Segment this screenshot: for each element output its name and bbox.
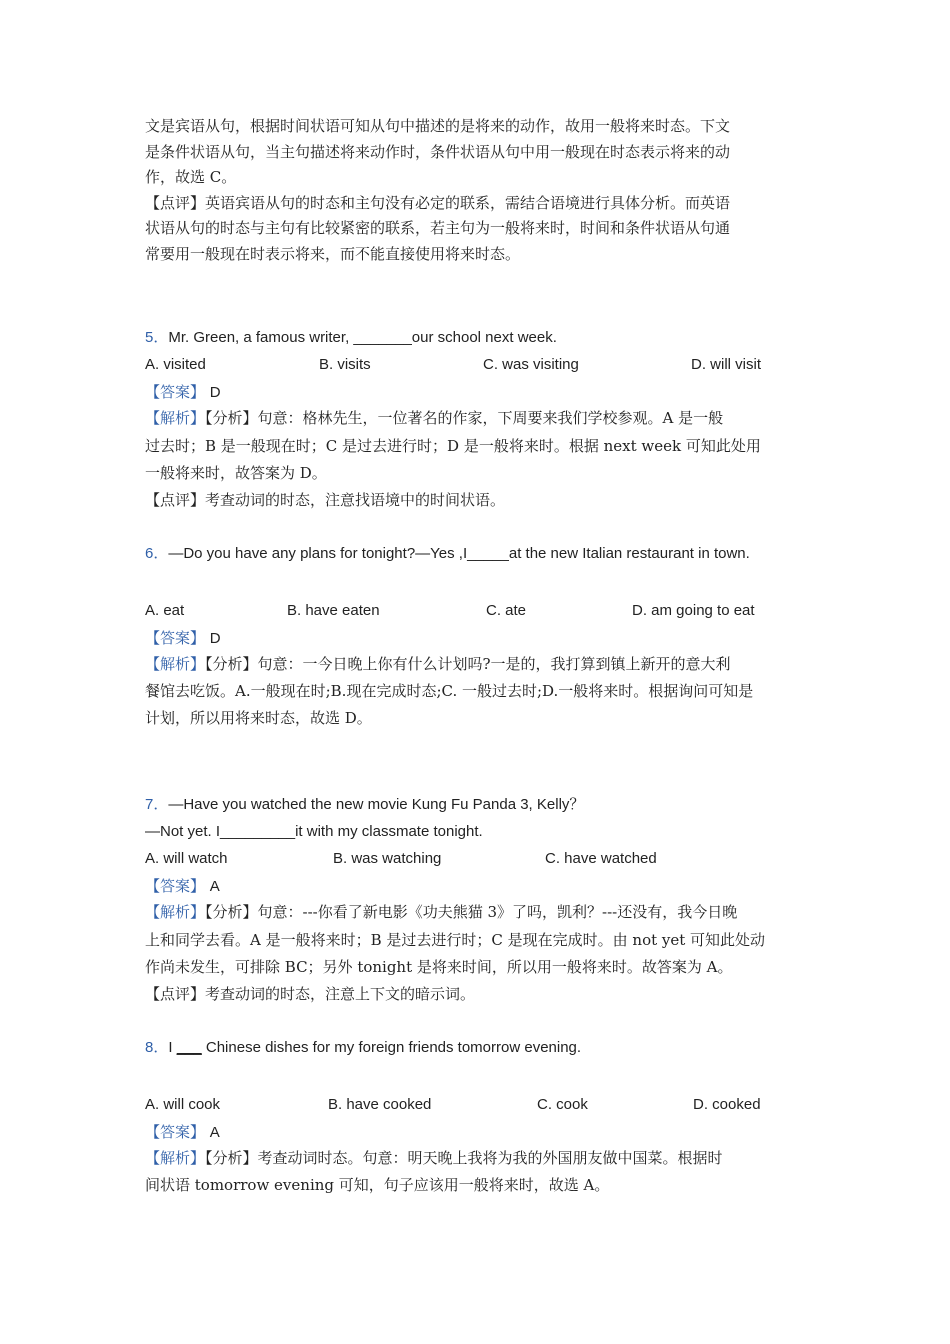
q6-analysis-text: 【分析】句意：一今日晚上你有什么计划吗?一是的，我打算到镇上新开的意大利 <box>205 655 731 673</box>
q7-option-c: C. have watched <box>545 850 657 867</box>
q8-option-d: D. cooked <box>693 1096 761 1113</box>
q5-option-c: C. was visiting <box>483 356 579 373</box>
q6-answer: D <box>209 630 221 647</box>
q5-option-d: D. will visit <box>691 356 761 373</box>
q7-analysis-line-2: 上和同学去看。A 是一般将来时；B 是过去进行时；C 是现在完成时。由 not yet 可知此处动 <box>145 931 766 949</box>
q8-stem-line <box>145 1038 807 1058</box>
q6-stem-line <box>145 544 807 564</box>
q6-stem: —Do you have any plans for tonight?—Yes ,I_____at the new Italian restaurant in town. <box>168 545 750 562</box>
intro-comment-text: 英语宾语从句的时态和主句没有必定的联系，需结合语境进行具体分析。而英语 <box>205 194 731 212</box>
q8-stem-post: Chinese dishes for my foreign friends tomorrow evening. <box>201 1039 582 1056</box>
analysis-label: 【解析】 <box>145 903 206 921</box>
q8-analysis-line-2: 间状语 tomorrow evening 可知，句子应该用一般将来时，故选 A。 <box>145 1176 610 1194</box>
q5-stem: Mr. Green, a famous writer, _______our school next week. <box>168 329 557 346</box>
q7-stem-line-2: —Not yet. I_________it with my classmate tonight. <box>145 823 483 840</box>
q7-stem-line <box>145 795 807 815</box>
analysis-label: 【解析】 <box>145 1149 206 1167</box>
q7-number: 7． <box>145 796 169 813</box>
intro-line-3: 作，故选 C。 <box>145 168 237 186</box>
q8-option-b: B. have cooked <box>328 1096 432 1113</box>
q6-number: 6． <box>145 545 169 562</box>
q5-analysis-text: 【分析】句意：格林先生，一位著名的作家，下周要来我们学校参观。A 是一般 <box>205 409 724 427</box>
q7-stem: —Have you watched the new movie Kung Fu Panda 3, Kelly？ <box>168 796 585 813</box>
q8-analysis-text: 【分析】考查动词时态。句意：明天晚上我将为我的外国朋友做中国菜。根据时 <box>205 1149 723 1167</box>
q7-option-a: A. will watch <box>145 850 228 867</box>
q7-answer: A <box>209 878 220 895</box>
q8-option-a: A. will cook <box>145 1096 221 1113</box>
q7-analysis-line-3: 作尚未发生，可排除 BC；另外 tonight 是将来时间，所以用一般将来时。故答案为 A。 <box>145 958 733 976</box>
q6-analysis-line-2: 餐馆去吃饭。A.一般现在时;B.现在完成时态;C. 一般过去时;D.一般将来时。根据询问可知是 <box>145 682 754 700</box>
q6-analysis-line-3: 计划，所以用将来时态，故选 D。 <box>145 709 372 727</box>
q6-option-d: D. am going to eat <box>632 602 755 619</box>
answer-label: 【答案】 <box>145 383 206 401</box>
intro-line-1: 文是宾语从句，根据时间状语可知从句中描述的是将来的动作，故用一般将来时态。下文 <box>145 117 731 135</box>
comment-label: 【点评】 <box>145 194 206 212</box>
q7-comment: 考查动词的时态，注意上下文的暗示词。 <box>205 985 476 1003</box>
q7-analysis-line-1 <box>145 902 807 922</box>
q8-analysis-line-1 <box>145 1148 807 1168</box>
q5-answer-line <box>145 382 807 403</box>
answer-label: 【答案】 <box>145 877 206 895</box>
q5-analysis-line-3: 一般将来时，故答案为 D。 <box>145 464 327 482</box>
comment-label: 【点评】 <box>145 985 206 1003</box>
q5-answer: D <box>209 384 221 401</box>
q5-option-a: A. visited <box>145 356 206 373</box>
q6-option-c: C. ate <box>486 602 527 619</box>
q5-comment: 考查动词的时态，注意找语境中的时间状语。 <box>205 491 506 509</box>
q8-option-c: C. cook <box>537 1096 588 1113</box>
analysis-label: 【解析】 <box>145 409 206 427</box>
q6-answer-line <box>145 628 807 649</box>
q6-option-b: B. have eaten <box>287 602 380 619</box>
intro-comment-line-2: 状语从句的时态与主句有比较紧密的联系，若主句为一般将来时，时间和条件状语从句通 <box>145 219 731 237</box>
q8-stem-pre: I <box>168 1039 177 1056</box>
analysis-label: 【解析】 <box>145 655 206 673</box>
q5-option-b: B. visits <box>319 356 371 373</box>
intro-line-2: 是条件状语从句，当主句描述将来动作时，条件状语从句中用一般现在时态表示将来的动 <box>145 143 731 161</box>
q5-analysis-line-2: 过去时；B 是一般现在时；C 是过去进行时；D 是一般将来时。根据 next week 可知此处用 <box>145 437 761 455</box>
q7-option-b: B. was watching <box>333 850 442 867</box>
q5-stem-line <box>145 328 807 348</box>
q5-comment-line <box>145 490 807 510</box>
q8-number: 8． <box>145 1039 169 1056</box>
intro-comment-line-3: 常要用一般现在时表示将来，而不能直接使用将来时态。 <box>145 245 521 263</box>
q6-option-a: A. eat <box>145 602 185 619</box>
q7-comment-line <box>145 984 807 1004</box>
q7-analysis-text: 【分析】句意：---你看了新电影《功夫熊猫 3》了吗，凯利？---还没有，我今日晚 <box>205 903 738 921</box>
q8-blank: ___ <box>176 1039 202 1056</box>
answer-label: 【答案】 <box>145 1123 206 1141</box>
q5-number: 5． <box>145 329 169 346</box>
q7-answer-line <box>145 876 807 897</box>
q5-analysis-line-1 <box>145 408 807 428</box>
intro-comment-line-1 <box>145 193 807 213</box>
q8-answer: A <box>209 1124 220 1141</box>
q6-analysis-line-1 <box>145 654 807 674</box>
q8-answer-line <box>145 1122 807 1143</box>
comment-label: 【点评】 <box>145 491 206 509</box>
answer-label: 【答案】 <box>145 629 206 647</box>
